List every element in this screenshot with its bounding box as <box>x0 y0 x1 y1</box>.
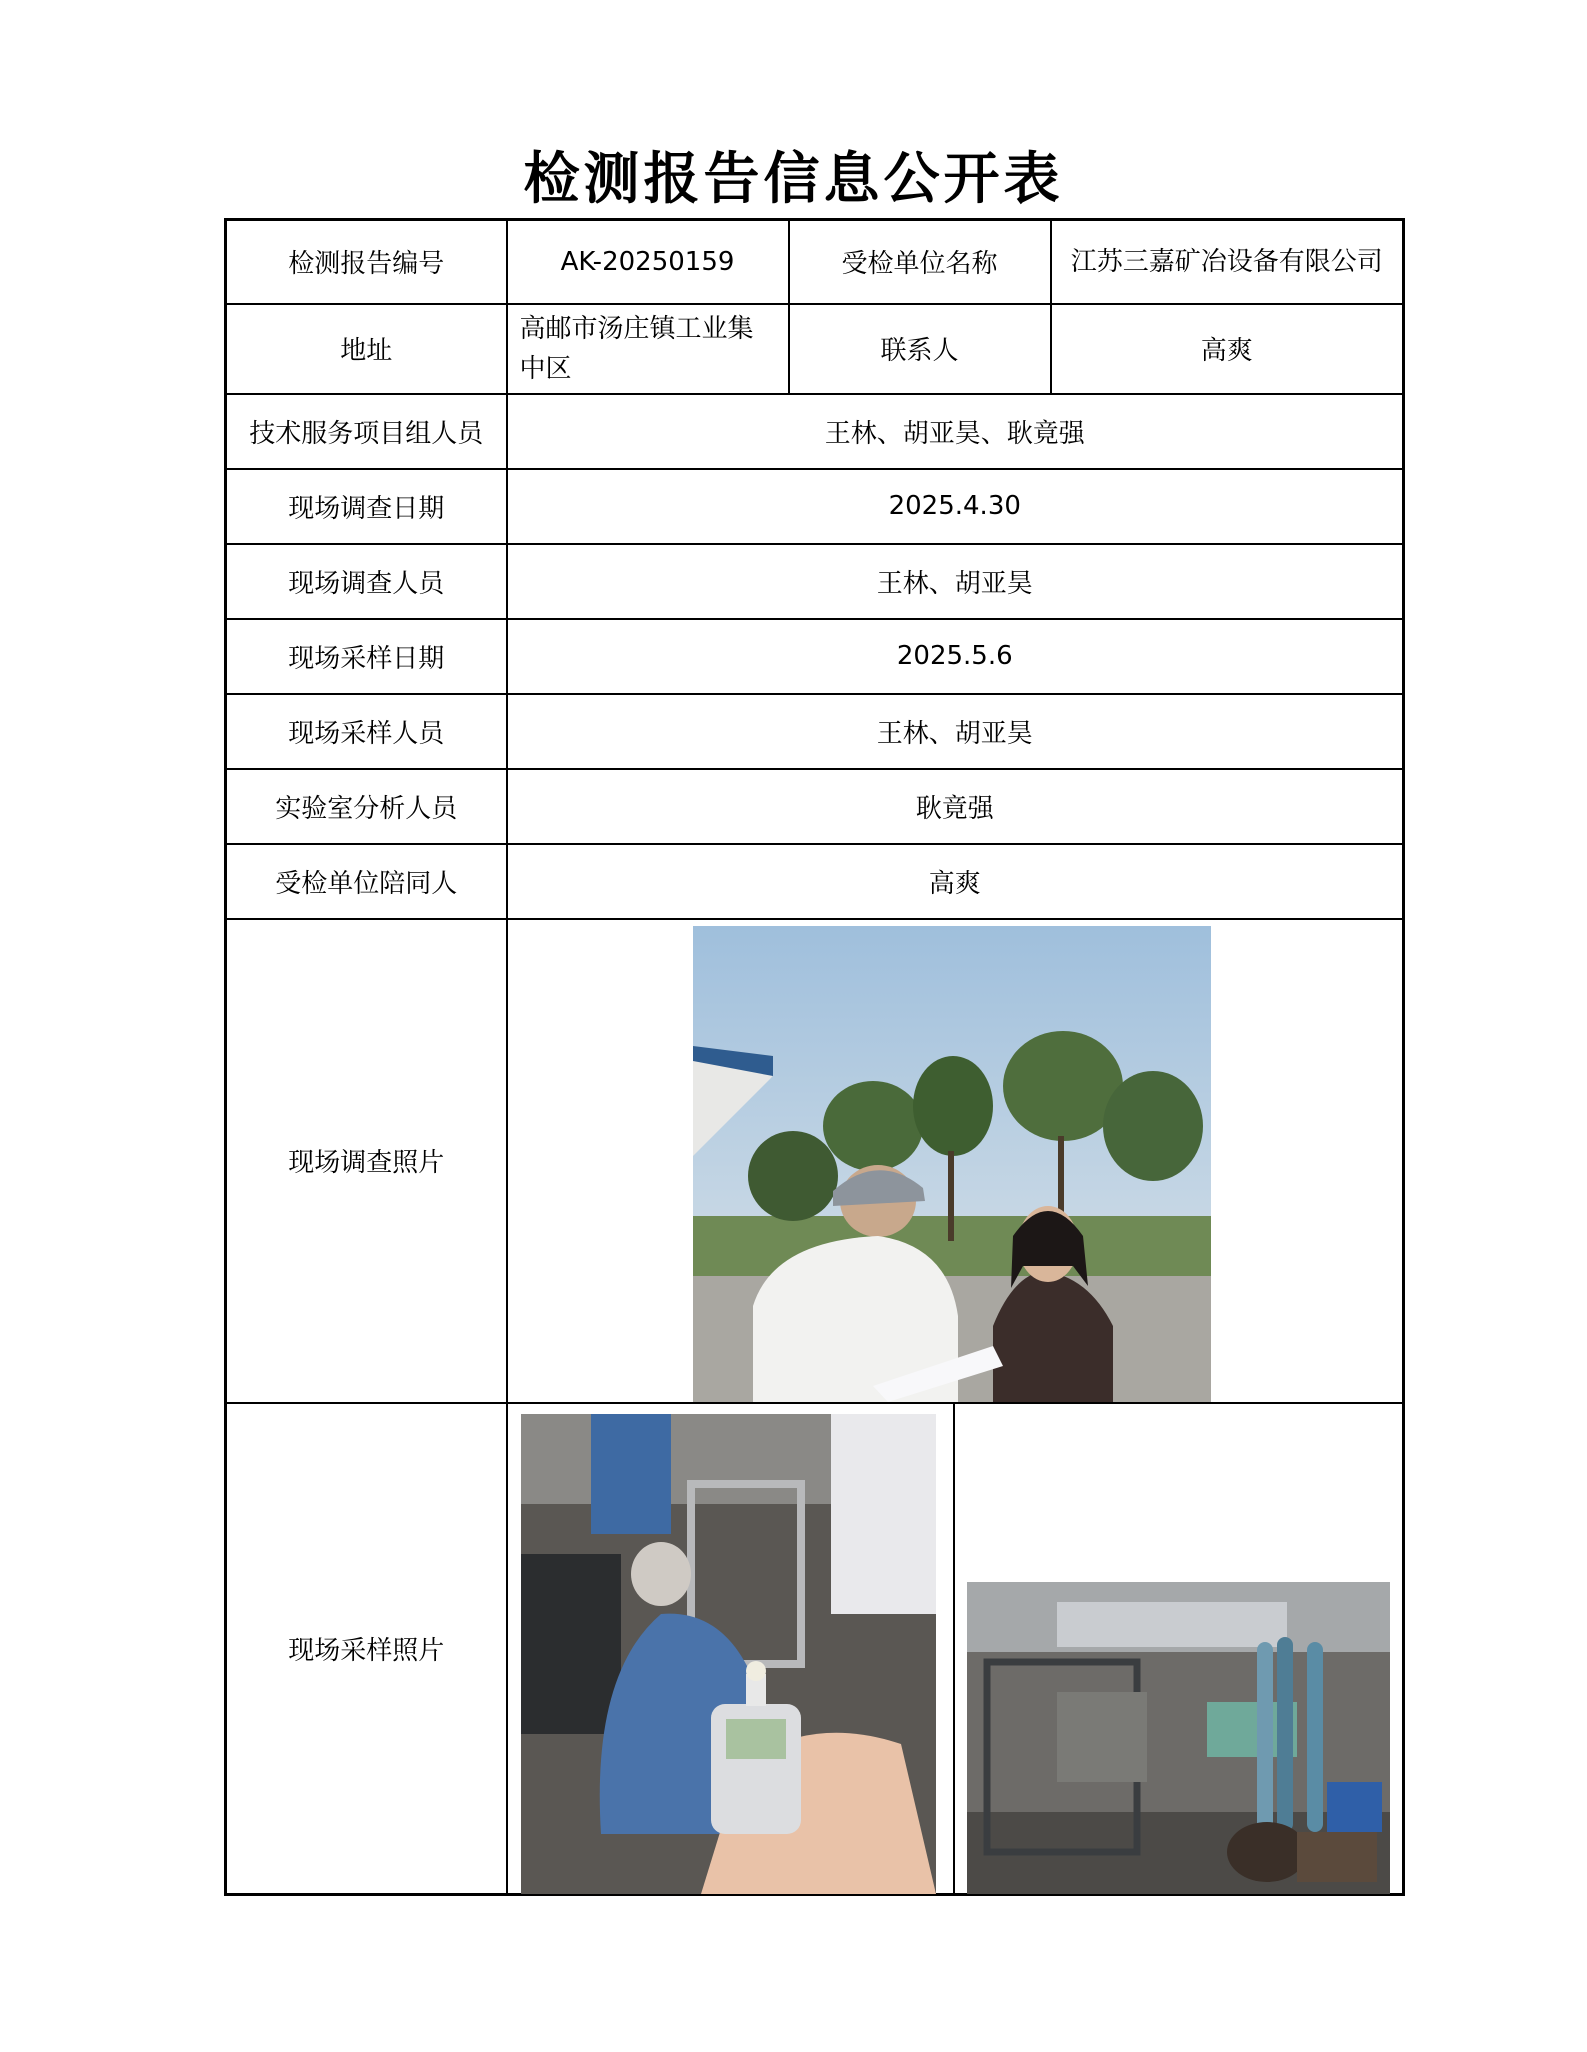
sampling-photo-1 <box>521 1414 936 1894</box>
sampling-staff-value: 王林、胡亚昊 <box>507 694 1404 769</box>
survey-staff-label: 现场调查人员 <box>226 544 507 619</box>
lab-staff-label: 实验室分析人员 <box>226 769 507 844</box>
table-row <box>226 919 1404 1403</box>
sampling-date-label: 现场采样日期 <box>226 619 507 694</box>
unit-name-label: 受检单位名称 <box>789 220 1051 304</box>
table-row <box>226 544 1404 619</box>
survey-staff-value: 王林、胡亚昊 <box>507 544 1404 619</box>
sampling-staff-label: 现场采样人员 <box>226 694 507 769</box>
table-row <box>226 1403 1404 1895</box>
report-no-label: 检测报告编号 <box>226 220 507 304</box>
table-row <box>226 844 1404 919</box>
survey-photo-image <box>693 926 1211 1402</box>
report-no-value: AK-20250159 <box>507 220 789 304</box>
survey-photo <box>693 926 1211 1402</box>
contact-label: 联系人 <box>789 304 1051 394</box>
address-value: 高邮市汤庄镇工业集中区 <box>507 304 789 394</box>
address-label: 地址 <box>226 304 507 394</box>
table-row <box>226 304 1404 394</box>
unit-name-value: 江苏三嘉矿冶设备有限公司 <box>1051 220 1404 304</box>
sampling-photo-1-image <box>521 1414 936 1894</box>
survey-photo-label: 现场调查照片 <box>226 919 507 1403</box>
escort-value: 高爽 <box>507 844 1404 919</box>
team-label: 技术服务项目组人员 <box>226 394 507 469</box>
report-table <box>224 218 1405 1896</box>
contact-value: 高爽 <box>1051 304 1404 394</box>
sampling-photo-label: 现场采样照片 <box>226 1403 507 1895</box>
table-row <box>226 220 1404 304</box>
table-row <box>226 469 1404 544</box>
survey-date-value: 2025.4.30 <box>507 469 1404 544</box>
sampling-photo-cell <box>507 1403 1404 1895</box>
table-row <box>226 694 1404 769</box>
table-row <box>226 769 1404 844</box>
survey-date-label: 现场调查日期 <box>226 469 507 544</box>
team-value: 王林、胡亚昊、耿竟强 <box>507 394 1404 469</box>
lab-staff-value: 耿竟强 <box>507 769 1404 844</box>
sampling-photo-2-image <box>967 1582 1390 1894</box>
page-title: 检测报告信息公开表 <box>523 146 1064 212</box>
table-row <box>226 619 1404 694</box>
survey-photo-cell <box>507 919 1404 1403</box>
escort-label: 受检单位陪同人 <box>226 844 507 919</box>
sampling-date-value: 2025.5.6 <box>507 619 1404 694</box>
table-row <box>226 394 1404 469</box>
sampling-photo-2 <box>967 1582 1390 1894</box>
photo-divider <box>953 1404 955 1894</box>
